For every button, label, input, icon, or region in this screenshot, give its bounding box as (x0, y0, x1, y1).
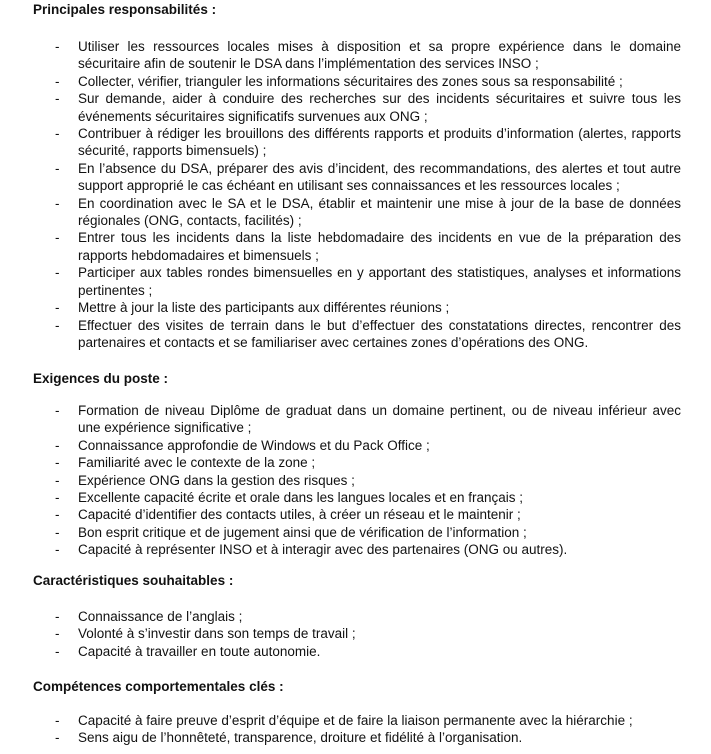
list-item (0, 506, 711, 523)
list-item (0, 229, 711, 264)
list-item-text: Volonté à s’investir dans son temps de travail ; (78, 626, 356, 642)
list-item (0, 454, 711, 471)
list-item-text: Capacité d’identifier des contacts utiles, à créer un réseau et le maintenir ; (78, 507, 521, 523)
list-item (0, 712, 711, 729)
section-heading-exigences: Exigences du poste : (33, 371, 169, 386)
list-item-text: Familiarité avec le contexte de la zone ; (78, 455, 316, 471)
list-item-text: Mettre à jour la liste des participants aux différentes réunions ; (78, 300, 450, 316)
caracteristiques-list (0, 608, 711, 660)
list-item-text: Formation de niveau Diplôme de graduat dans un domaine pertinent, ou de niveau inférieur avec une expérience significative ; (78, 403, 681, 436)
list-item (0, 402, 711, 437)
list-item-text: Sens aigu de l’honnêteté, transparence, droiture et fidélité à l’organisation. (78, 730, 523, 746)
bullet-dash: - (55, 265, 60, 281)
list-item (0, 625, 711, 642)
exigences-list (0, 402, 711, 559)
list-item (0, 73, 711, 90)
list-item-text: En coordination avec le SA et le DSA, établir et maintenir une mise à jour de la base de données régionales (ONG, contacts, facilités) ; (78, 195, 681, 229)
bullet-dash: - (55, 73, 60, 89)
list-item-text: En l’absence du DSA, préparer des avis d’incident, des recommandations, des alertes et tout autre support approprié le cas échéant en utilisant ses connaissances et les ressources locales ; (78, 160, 681, 194)
section-heading-competences: Compétences comportementales clés : (33, 679, 284, 694)
list-item-text: Collecter, vérifier, trianguler les informations sécuritaires des zones sous sa responsabilité ; (78, 73, 623, 89)
list-item-text: Capacité à travailler en toute autonomie. (78, 643, 321, 659)
list-item (0, 317, 711, 352)
list-item-text: Excellente capacité écrite et orale dans les langues locales et en français ; (78, 490, 524, 506)
bullet-dash: - (55, 490, 60, 506)
list-item-text: Connaissance approfondie de Windows et du Pack Office ; (78, 437, 430, 453)
bullet-dash: - (55, 91, 60, 107)
section-heading-responsabilites: Principales responsabilités : (33, 2, 217, 17)
bullet-dash: - (55, 730, 60, 746)
list-item-text: Connaissance de l’anglais ; (78, 609, 243, 624)
list-item (0, 160, 711, 195)
bullet-dash: - (55, 39, 60, 54)
list-item-text: Expérience ONG dans la gestion des risques ; (78, 472, 355, 488)
bullet-dash: - (55, 195, 60, 211)
bullet-dash: - (55, 317, 60, 333)
list-item-text: Capacité à représenter INSO et à interagir avec des partenaires (ONG ou autres). (78, 542, 568, 558)
list-item-text: Sur demande, aider à conduire des recherches sur des incidents sécuritaires et suivre tous les événements sécuritaires significatifs survenues aux ONG ; (78, 91, 681, 124)
list-item-text: Entrer tous les incidents dans la liste hebdomadaire des incidents en vue de la préparation des rapports hebdomadaires et bimensuels ; (78, 230, 681, 263)
list-item-text: Capacité à faire preuve d’esprit d’équipe et de faire la liaison permanente avec la hiérarchie ; (78, 713, 633, 728)
list-item-text: Utiliser les ressources locales mises à disposition et sa propre expérience dans le domaine sécuritaire afin de soutenir le DSA dans l’implémentation des services INSO ; (78, 39, 681, 72)
bullet-dash: - (55, 507, 60, 523)
list-item (0, 38, 711, 73)
bullet-dash: - (55, 713, 60, 728)
list-item (0, 643, 711, 660)
list-item-text: Effectuer des visites de terrain dans le but d’effectuer des constatations directes, rencontrer des partenaires et contacts et se familiariser avec certaines zones d’opérations des ONG. (78, 317, 681, 350)
list-item-text: Contribuer à rédiger les brouillons des différents rapports et produits d’information (alertes, rapports sécurité, rapports bimensuels) ; (78, 126, 681, 159)
bullet-dash: - (55, 472, 60, 488)
bullet-dash: - (55, 230, 60, 246)
list-item-text: Participer aux tables rondes bimensuelles en y apportant des statistiques, analyses et informations pertinentes ; (78, 265, 681, 298)
section-heading-caracteristiques: Caractéristiques souhaitables : (33, 573, 234, 588)
list-item (0, 472, 711, 489)
list-item (0, 125, 711, 160)
competences-list (0, 712, 711, 747)
responsabilites-list (0, 38, 711, 351)
list-item (0, 90, 711, 125)
list-item (0, 608, 711, 625)
bullet-dash: - (55, 455, 60, 471)
list-item (0, 729, 711, 746)
bullet-dash: - (55, 524, 60, 540)
bullet-dash: - (55, 609, 60, 624)
bullet-dash: - (55, 160, 60, 176)
bullet-dash: - (55, 300, 60, 316)
bullet-dash: - (55, 403, 60, 418)
list-item-text: Bon esprit critique et de jugement ainsi que de vérification de l’information ; (78, 524, 527, 540)
list-item (0, 541, 711, 558)
list-item (0, 264, 711, 299)
bullet-dash: - (55, 643, 60, 659)
list-item (0, 195, 711, 230)
bullet-dash: - (55, 126, 60, 142)
bullet-dash: - (55, 626, 60, 642)
list-item (0, 524, 711, 541)
list-item (0, 489, 711, 506)
bullet-dash: - (55, 437, 60, 453)
list-item (0, 299, 711, 316)
list-item (0, 437, 711, 454)
bullet-dash: - (55, 542, 60, 558)
